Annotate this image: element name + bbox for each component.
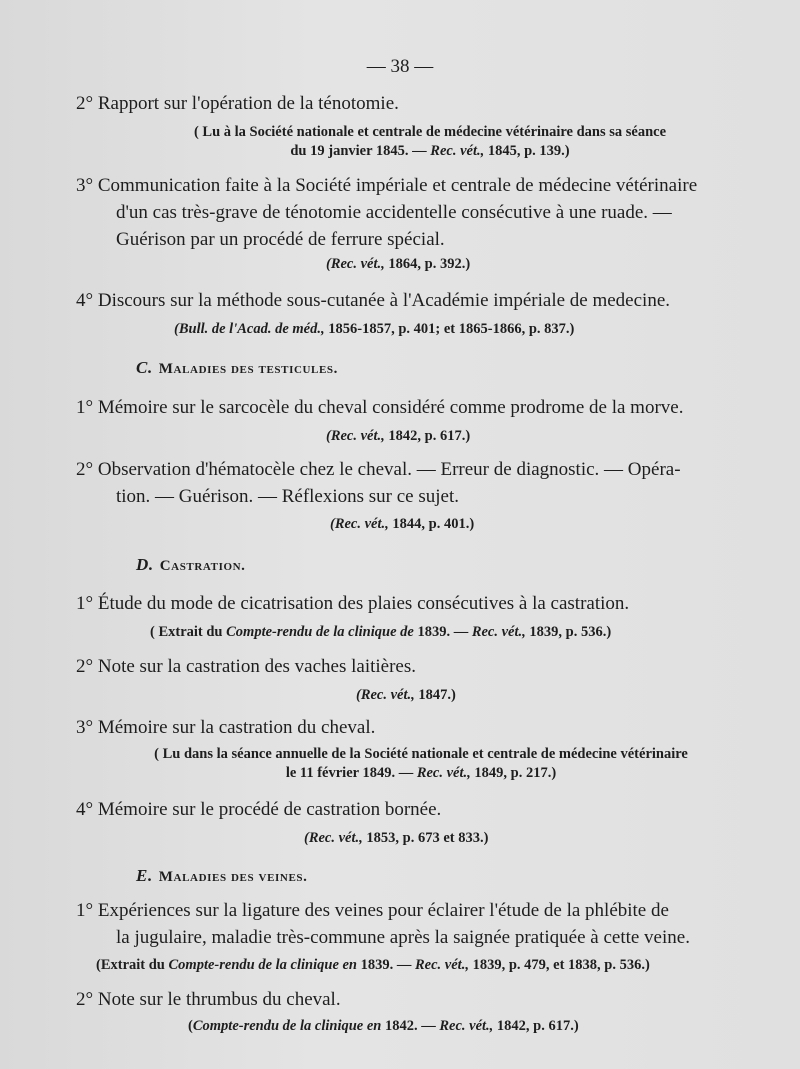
entry-note: (Rec. vét., 1864, p. 392.) <box>326 256 471 272</box>
entry-title: Étude du mode de cicatrisation des plaies consécutives à la castration. <box>97 593 630 614</box>
entry-number: 1° <box>76 397 94 418</box>
section-heading-d: D. Castration. <box>136 555 246 574</box>
entry-number: 2° <box>76 459 94 480</box>
entry-note: ( Extrait du Compte-rendu de la clinique de 1839. — Rec. vét., 1839, p. 536.) <box>150 624 612 640</box>
entry-note: (Rec. vét., 1847.) <box>356 687 456 703</box>
entry-note: (Compte-rendu de la clinique en 1842. — Rec. vét., 1842, p. 617.) <box>188 1018 579 1034</box>
entry-vaches-laitieres <box>76 653 416 680</box>
entry-title: Note sur la castration des vaches laitières. <box>97 656 416 677</box>
entry-number: 2° <box>76 989 94 1010</box>
entry-title: Discours sur la méthode sous-cutanée à l'Académie impériale de medecine. <box>97 290 671 311</box>
entry-hematocele: 2° Observation d'hématocèle chez le cheval. — Erreur de diagnostic. — Opéra- tion. — Guérison. — Réflexions sur ce sujet. <box>76 459 681 507</box>
entry-note: (Rec. vét., 1842, p. 617.) <box>326 428 471 444</box>
entry-title: Communication faite à la Société impériale et centrale de médecine vétérinaire <box>97 175 698 196</box>
entry-discours <box>76 287 670 314</box>
entry-castration-cheval <box>76 714 375 741</box>
entry-number: 3° <box>76 175 94 196</box>
entry-note: ( Lu dans la séance annuelle de la Société nationale et centrale de médecine vétérinaire le 11 février 1849. — Rec. vét., 1849, p. 217.) <box>154 746 688 781</box>
entry-title: Mémoire sur le procédé de castration bornée. <box>97 799 442 820</box>
entry-note: (Bull. de l'Acad. de méd., 1856-1857, p. 401; et 1865-1866, p. 837.) <box>174 321 575 337</box>
entry-note: (Extrait du Compte-rendu de la clinique en 1839. — Rec. vét., 1839, p. 479, et 1838, p. 536.) <box>96 957 650 973</box>
entry-note: (Rec. vét., 1853, p. 673 et 833.) <box>304 830 489 846</box>
entry-title: Observation d'hématocèle chez le cheval. — Erreur de diagnostic. — Opéra- <box>97 459 681 480</box>
entry-tenotomie-communication: 3° Communication faite à la Société impériale et centrale de médecine vétérinaire d'un cas très-grave de ténotomie accidentelle consécutive à une ruade. — Guérison par un procédé de ferrure spécial. <box>76 175 698 250</box>
entry-number: 4° <box>76 799 94 820</box>
entry-note: (Rec. vét., 1844, p. 401.) <box>330 516 475 532</box>
entry-thrumbus <box>76 986 341 1013</box>
entry-title: Note sur le thrumbus du cheval. <box>97 989 341 1010</box>
entry-tenotomie-rapport <box>76 90 399 117</box>
entry-note: ( Lu à la Société nationale et centrale de médecine vétérinaire dans sa séance du 19 janvier 1845. — Rec. vét., 1845, p. 139.) <box>193 124 667 159</box>
entry-number: 2° <box>76 93 94 114</box>
entry-title: Mémoire sur la castration du cheval. <box>97 717 376 738</box>
entry-sarcocele <box>76 394 683 421</box>
section-heading-e: E. Maladies des veines. <box>136 866 308 885</box>
entry-cicatrisation <box>76 590 629 617</box>
entry-number: 3° <box>76 717 94 738</box>
entry-number: 1° <box>76 900 94 921</box>
entry-title: Mémoire sur le sarcocèle du cheval considéré comme prodrome de la morve. <box>97 397 684 418</box>
entry-number: 1° <box>76 593 94 614</box>
entry-ligature-veines: 1° Expériences sur la ligature des veines pour éclairer l'étude de la phlébite de la jugulaire, maladie très-commune après la saignée pratiquée à cette veine. <box>76 900 690 948</box>
entry-title: Expériences sur la ligature des veines pour éclairer l'étude de la phlébite de <box>97 900 669 921</box>
entry-title: Rapport sur l'opération de la ténotomie. <box>97 93 399 114</box>
entry-number: 4° <box>76 290 94 311</box>
entry-number: 2° <box>76 656 94 677</box>
page-number: — 38 — <box>366 56 434 77</box>
section-heading-c: C. Maladies des testicules. <box>136 358 338 377</box>
entry-castration-bornee <box>76 796 441 823</box>
